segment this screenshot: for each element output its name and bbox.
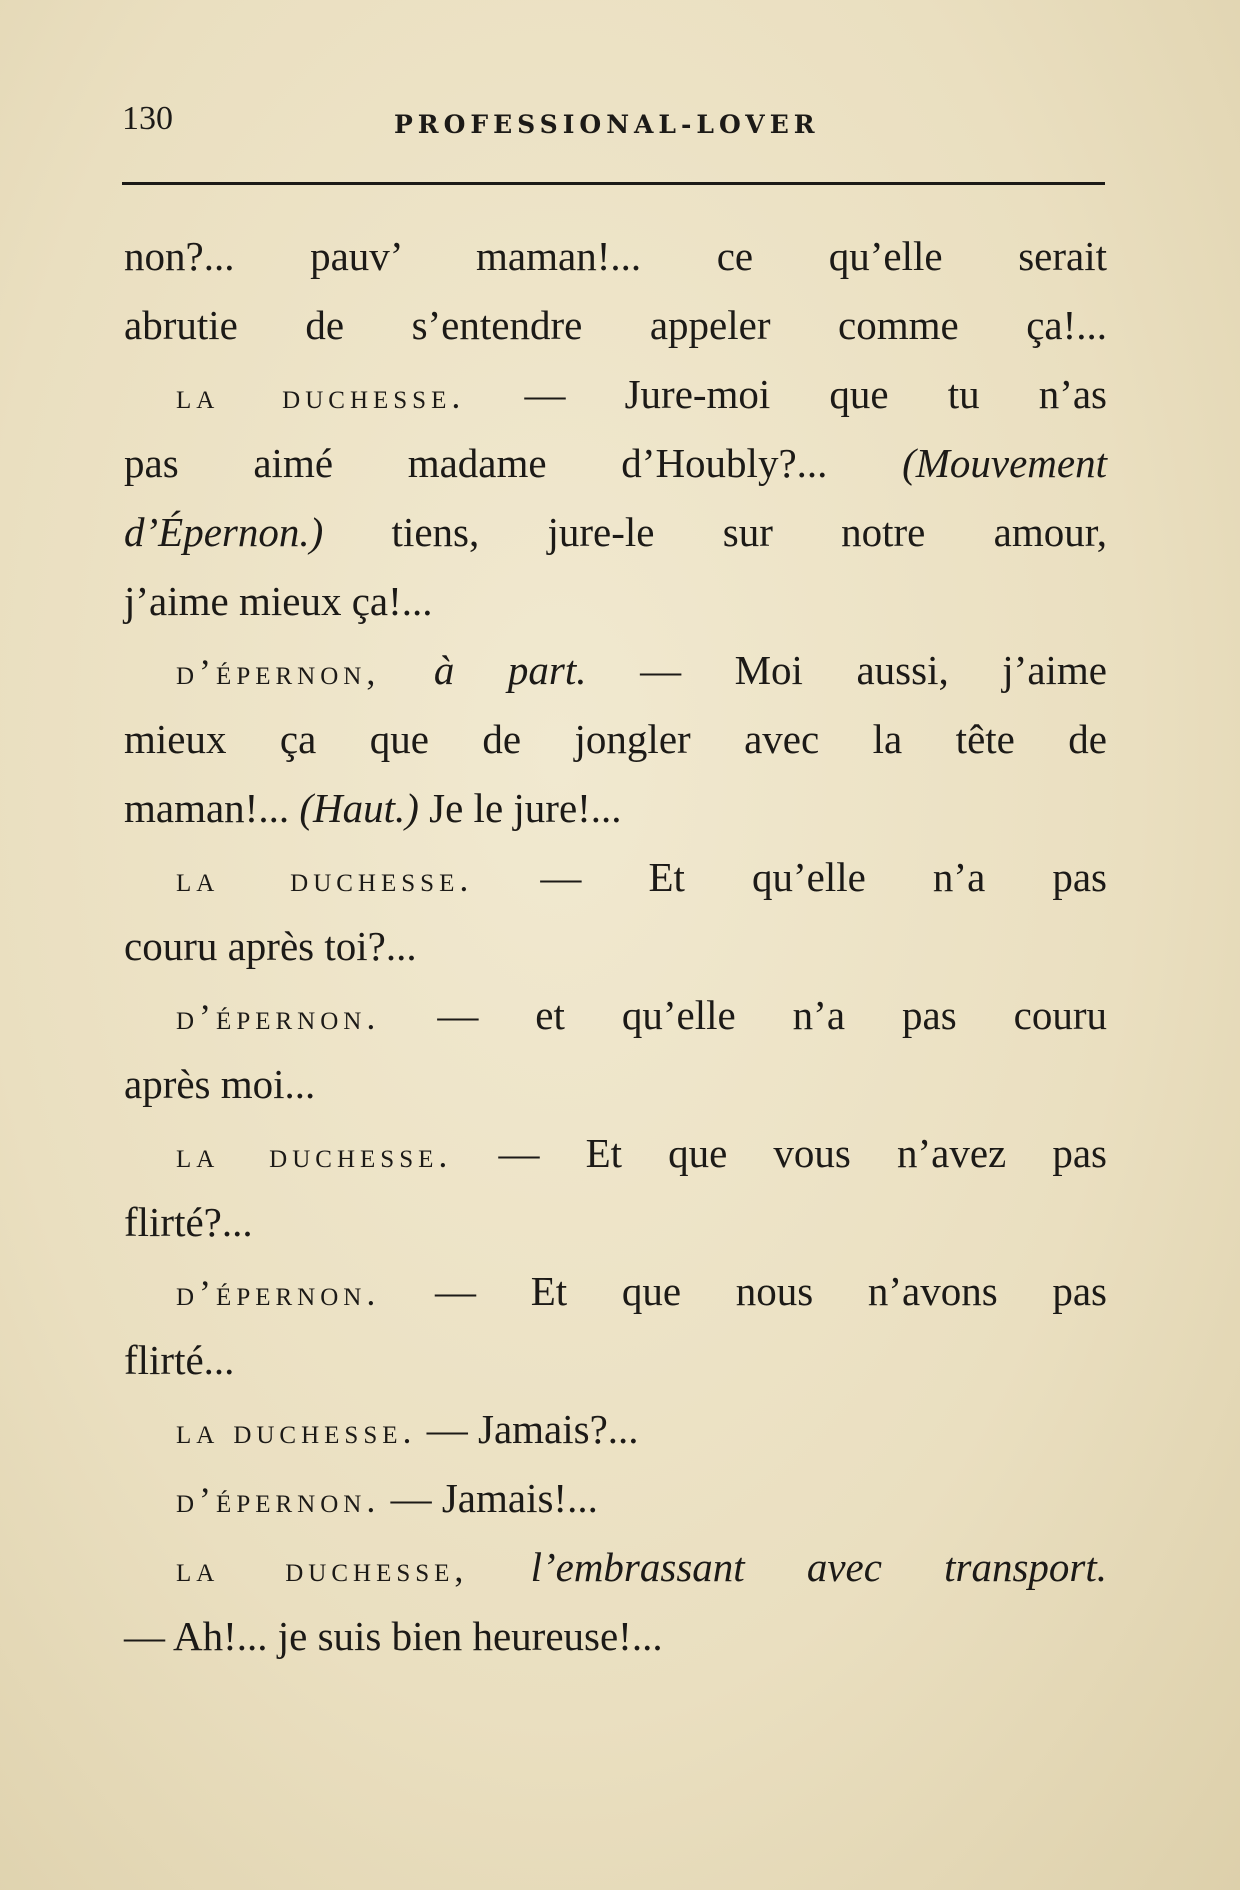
speech-text: tiens, jure-le sur notre amour, [391,509,1108,555]
speaker-name: d’épernon. [176,997,381,1037]
speaker-name: la duchesse. [176,376,466,416]
text-line [124,1050,1107,1119]
speaker-name: la duchesse. [176,859,474,899]
running-head [122,100,1105,150]
speaker-line [124,1257,1107,1326]
speaker-name: la duchesse. [176,1411,417,1451]
line-text: flirté... [124,1337,235,1383]
speaker-line [124,1533,1107,1602]
header-rule [122,182,1105,185]
speech-text: — Moi aussi, j’aime [640,647,1107,693]
speech-text: — Et que nous n’avons pas [435,1268,1107,1314]
text-line [124,222,1107,291]
text-line [124,912,1107,981]
page-number: 130 [122,100,173,137]
speaker-name: la duchesse. [176,1135,453,1175]
line-text: abrutie de s’entendre appeler comme ça!... [124,302,1107,348]
speaker-line [124,843,1107,912]
speaker-name: la duchesse, [176,1549,469,1589]
speech-text: — Et que vous n’avez pas [498,1130,1107,1176]
speech-text: — et qu’elle n’a pas couru [437,992,1107,1038]
line-text: après moi... [124,1061,316,1107]
dialogue-text [124,222,1107,1671]
line-text: j’aime mieux ça!... [124,578,433,624]
stage-direction: à part. [433,647,587,693]
speaker-line [124,1395,1107,1464]
line-text: — Ah!... je suis bien heureuse!... [124,1613,663,1659]
speech-text: — Et qu’elle n’a pas [540,854,1107,900]
text-line [124,429,1107,498]
speaker-line [124,1464,1107,1533]
speaker-name: d’épernon. [176,1273,381,1313]
speaker-name: d’épernon. [176,1480,381,1520]
stage-direction: d’Épernon.) [124,509,324,555]
text-line [124,1326,1107,1395]
speech-text: — Jamais!... [390,1475,598,1521]
stage-direction: (Mouvement [902,440,1108,486]
speech-text: pas aimé madame d’Houbly?... [124,440,828,486]
stage-direction: l’embrassant avec transport. [530,1544,1107,1590]
line-text: non?... pauv’ maman!... ce qu’elle serait [124,233,1107,279]
line-text: couru après toi?... [124,923,417,969]
speech-text: — Jure-moi que tu n’as [524,371,1108,417]
speaker-line [124,1119,1107,1188]
line-text: mieux ça que de jongler avec la tête de [124,716,1107,762]
speaker-line [124,981,1107,1050]
speaker-name: d’épernon, [176,652,381,692]
speaker-line [124,360,1107,429]
text-line [124,774,1107,843]
text-line [124,705,1107,774]
speech-text: Je le jure!... [429,785,622,831]
text-line [124,1602,1107,1671]
text-line [124,291,1107,360]
line-text: flirté?... [124,1199,253,1245]
text-line [124,567,1107,636]
speaker-line [124,636,1107,705]
speech-text: maman!... [124,785,290,831]
text-line [124,1188,1107,1257]
speech-text: — Jamais?... [426,1406,639,1452]
running-title: PROFESSIONAL-LOVER [394,110,820,139]
text-line [124,498,1107,567]
stage-direction: (Haut.) [299,785,419,831]
